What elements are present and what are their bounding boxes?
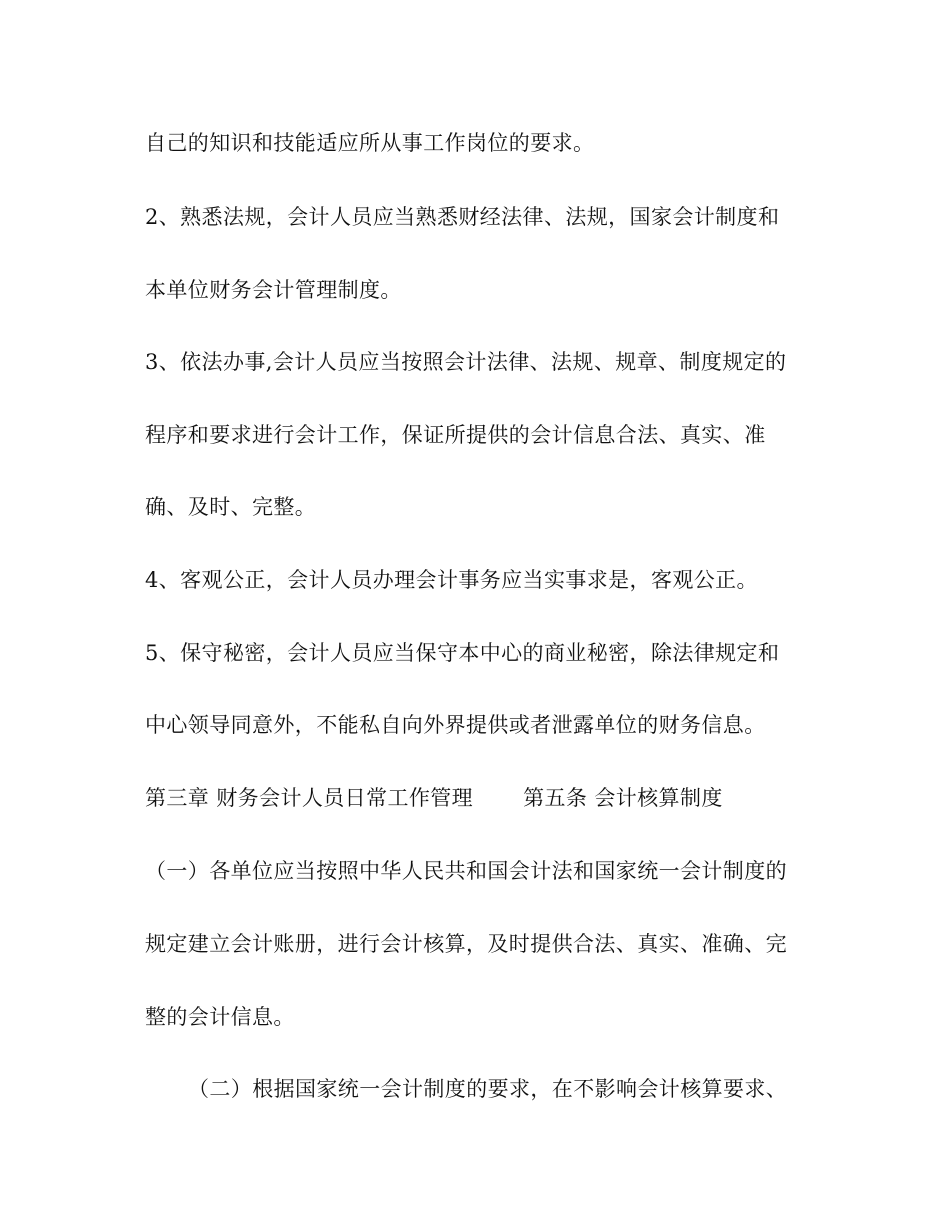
paragraph-line: 4、客观公正，会计人员办理会计事务应当实事求是，客观公正。 — [145, 568, 758, 592]
paragraph-line: 确、及时、完整。 — [145, 495, 317, 519]
article-heading: 第五条 会计核算制度 — [523, 786, 723, 810]
paragraph-line: 规定建立会计账册，进行会计核算，及时提供合法、真实、准确、完 — [145, 932, 787, 956]
paragraph-line: 5、保守秘密，会计人员应当保守本中心的商业秘密，除法律规定和 — [145, 641, 780, 665]
section-heading-line — [145, 783, 723, 813]
paragraph-line: 2、熟悉法规，会计人员应当熟悉财经法律、法规，国家会计制度和 — [145, 205, 780, 229]
paragraph-line: （二）根据国家统一会计制度的要求，在不影响会计核算要求、 — [188, 1077, 788, 1101]
paragraph-line: 自己的知识和技能适应所从事工作岗位的要求。 — [145, 131, 595, 155]
paragraph-line: 中心领导同意外，不能私自向外界提供或者泄露单位的财务信息。 — [145, 713, 766, 737]
paragraph-line: （一）各单位应当按照中华人民共和国会计法和国家统一会计制度的 — [145, 859, 787, 883]
paragraph-line: 3、依法办事,会计人员应当按照会计法律、法规、规章、制度规定的 — [145, 350, 787, 374]
paragraph-line: 程序和要求进行会计工作，保证所提供的会计信息合法、真实、准 — [145, 423, 766, 447]
chapter-heading: 第三章 财务会计人员日常工作管理 — [145, 786, 474, 810]
paragraph-line: 整的会计信息。 — [145, 1005, 295, 1029]
paragraph-line: 本单位财务会计管理制度。 — [145, 278, 402, 302]
